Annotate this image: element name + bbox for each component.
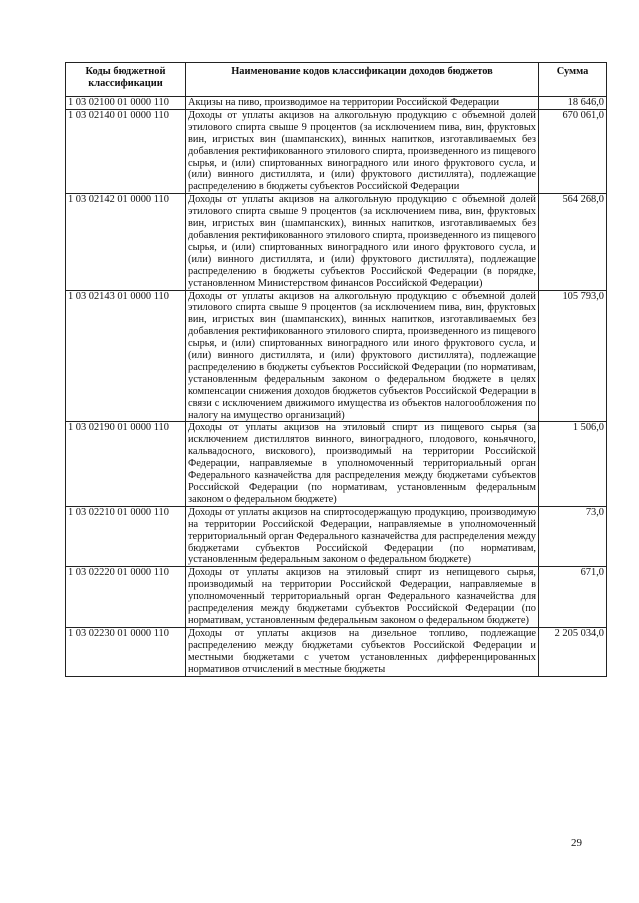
budget-code-cell: 1 03 02100 01 0000 110 — [66, 97, 186, 110]
budget-code-cell: 1 03 02190 01 0000 110 — [66, 422, 186, 506]
sum-cell: 73,0 — [539, 506, 607, 567]
budget-code-cell: 1 03 02140 01 0000 110 — [66, 109, 186, 193]
table-row — [66, 422, 607, 506]
table-row — [66, 97, 607, 110]
revenue-name-cell: Доходы от уплаты акцизов на этиловый спирт из непищевого сырья, производимый на территории Российской Федерации, направляемые в уполномоченный территориальный орган Федерального казначейства для распределения между бюджетами субъектов Российской Федерации (по нормативам, установленным федеральным законом о федеральном бюджете) — [186, 567, 539, 628]
header-revenue-name: Наименование кодов классификации доходов бюджетов — [186, 63, 539, 97]
revenue-name-cell: Доходы от уплаты акцизов на алкогольную продукцию с объемной долей этилового спирта свыше 9 процентов (за исключением пива, вин, фруктовых вин, игристых вин (шампанских), винных напитков, изготавливаемых без добавления ректификованного этилового спирта, произведенного из пищевого сырья, и (или) спиртованных виноградного или иного фруктового сусла, и (или) винного дистиллята, и (или) фруктового дистиллята), подлежащие распределению в бюджеты субъектов Российской Федерации — [186, 109, 539, 193]
table-header-row — [66, 63, 607, 97]
revenue-name-cell: Доходы от уплаты акцизов на алкогольную продукцию с объемной долей этилового спирта свыше 9 процентов (за исключением пива, вин, фруктовых вин, игристых вин (шампанских), винных напитков, изготавливаемых без добавления ректификованного этилового спирта, произведенного из пищевого сырья, и (или) спиртованных виноградного или иного фруктового сусла, и (или) винного дистиллята, и (или) фруктового дистиллята), подлежащие распределению в бюджеты субъектов Российской Федерации (по нормативам, установленным федеральным законом о федеральном бюджете в целях компенсации снижения доходов бюджетов субъектов Российской Федерации в связи с исключением движимого имущества из объектов налогообложения по налогу на имущество организаций) — [186, 290, 539, 422]
budget-code-cell: 1 03 02142 01 0000 110 — [66, 194, 186, 290]
table-row — [66, 290, 607, 422]
budget-code-cell: 1 03 02210 01 0000 110 — [66, 506, 186, 567]
table-body — [66, 97, 607, 677]
revenue-name-cell: Акцизы на пиво, производимое на территории Российской Федерации — [186, 97, 539, 110]
header-sum: Сумма — [539, 63, 607, 97]
budget-code-cell: 1 03 02143 01 0000 110 — [66, 290, 186, 422]
header-budget-codes: Коды бюджетной классификации — [66, 63, 186, 97]
budget-code-cell: 1 03 02220 01 0000 110 — [66, 567, 186, 628]
budget-code-cell: 1 03 02230 01 0000 110 — [66, 627, 186, 676]
revenue-name-cell: Доходы от уплаты акцизов на этиловый спирт из пищевого сырья (за исключением дистиллятов винного, виноградного, плодового, коньячного, кальвадосного, вискового), производимый на территории Российской Федерации, направляемые в уполномоченный территориальный орган Федерального казначейства для распределения между бюджетами субъектов Российской Федерации (по нормативам, установленным федеральным законом о федеральном бюджете) — [186, 422, 539, 506]
sum-cell: 105 793,0 — [539, 290, 607, 422]
table-row — [66, 567, 607, 628]
sum-cell: 564 268,0 — [539, 194, 607, 290]
sum-cell: 18 646,0 — [539, 97, 607, 110]
sum-cell: 1 506,0 — [539, 422, 607, 506]
table-row — [66, 506, 607, 567]
sum-cell: 2 205 034,0 — [539, 627, 607, 676]
sum-cell: 670 061,0 — [539, 109, 607, 193]
page-number: 29 — [571, 837, 582, 849]
sum-cell: 671,0 — [539, 567, 607, 628]
table-row — [66, 194, 607, 290]
table-row — [66, 109, 607, 193]
revenue-name-cell: Доходы от уплаты акцизов на алкогольную продукцию с объемной долей этилового спирта свыше 9 процентов (за исключением пива, вин, фруктовых вин, игристых вин (шампанских), винных напитков, изготавливаемых без добавления ректификованного этилового спирта, произведенного из пищевого сырья, и (или) спиртованных виноградного или иного фруктового сусла, и (или) винного дистиллята, и (или) фруктового дистиллята), подлежащие распределению в бюджеты субъектов Российской Федерации (в порядке, установленном Министерством финансов Российской Федерации) — [186, 194, 539, 290]
table-row — [66, 627, 607, 676]
revenue-name-cell: Доходы от уплаты акцизов на дизельное топливо, подлежащие распределению между бюджетами субъектов Российской Федерации и местными бюджетами с учетом установленных дифференцированных нормативов отчислений в местные бюджеты — [186, 627, 539, 676]
budget-revenue-table — [65, 62, 607, 677]
revenue-name-cell: Доходы от уплаты акцизов на спиртосодержащую продукцию, производимую на территории Российской Федерации, направляемые в уполномоченный территориальный орган Федерального казначейства для распределения между бюджетами субъектов Российской Федерации (по нормативам, установленным федеральным законом о федеральном бюджете) — [186, 506, 539, 567]
